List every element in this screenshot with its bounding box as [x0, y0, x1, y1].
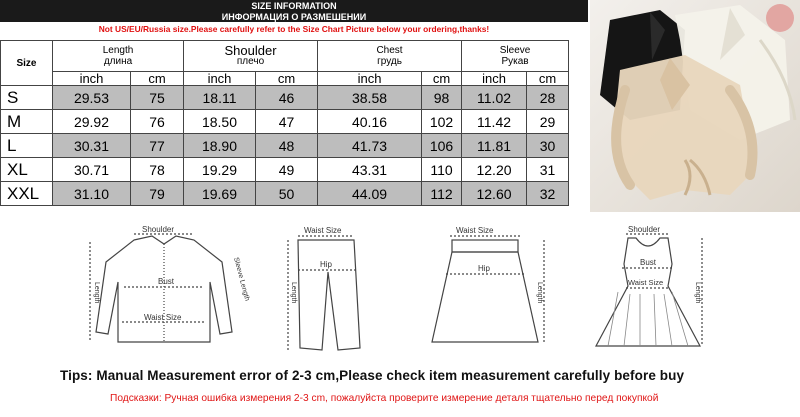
size-column-header: Size [1, 41, 53, 86]
shoulder-header-en: Shoulder [224, 43, 277, 58]
table-row [1, 86, 569, 110]
size-label: XL [1, 158, 53, 182]
unit-row [1, 72, 569, 86]
measurement-cell: 30.31 [53, 134, 131, 158]
chest-header-ru: грудь [377, 56, 402, 67]
measurement-cell: 47 [256, 110, 318, 134]
shirt-shoulder-label: Shoulder [142, 225, 175, 234]
measurement-cell: 112 [422, 182, 462, 206]
shirt-length-label: Length [93, 282, 100, 304]
measurement-cell: 76 [131, 110, 184, 134]
measurement-cell: 50 [256, 182, 318, 206]
unit-cell: inch [53, 72, 131, 86]
tips-english: Tips: Manual Measurement error of 2-3 cm,Please check item measurement carefully before buy [60, 368, 685, 383]
measurement-cell: 19.29 [184, 158, 256, 182]
measurement-cell: 18.90 [184, 134, 256, 158]
size-info-header [0, 0, 588, 22]
measurement-cell: 110 [422, 158, 462, 182]
measurement-cell: 38.58 [318, 86, 422, 110]
unit-cell: cm [131, 72, 184, 86]
skirt-length-label: Length [536, 282, 543, 304]
measurement-cell: 30 [527, 134, 569, 158]
dress-diagram [588, 222, 708, 367]
skirt-diagram [420, 222, 550, 367]
table-row [1, 182, 569, 206]
unit-cell: inch [184, 72, 256, 86]
pants-hip-label: Hip [320, 260, 333, 269]
skirt-waist-label: Waist Size [456, 226, 494, 235]
skirt-hip-label: Hip [478, 264, 491, 273]
size-note: Not US/EU/Russia size.Please carefully refer to the Size Chart Picture below your ordering,thanks! [0, 22, 588, 36]
sleeve-header-en: Sleeve [499, 45, 531, 56]
size-label: L [1, 134, 53, 158]
measurement-cell: 11.42 [462, 110, 527, 134]
chest-header-en: Chest [376, 45, 403, 56]
table-row [1, 134, 569, 158]
measurement-diagrams [0, 222, 800, 362]
unit-cell: cm [527, 72, 569, 86]
measurement-cell: 12.60 [462, 182, 527, 206]
measurement-cell: 11.02 [462, 86, 527, 110]
size-label: M [1, 110, 53, 134]
size-label: XXL [1, 182, 53, 206]
shoulder-header-ru: плечо [236, 56, 265, 67]
measurement-cell: 31 [527, 158, 569, 182]
measurement-cell: 106 [422, 134, 462, 158]
measurement-cell: 32 [527, 182, 569, 206]
measurement-cell: 11.81 [462, 134, 527, 158]
measurement-cell: 79 [131, 182, 184, 206]
size-info-title-ru: ИНФОРМАЦИЯ О РАЗМЕШЕНИИ [221, 12, 367, 22]
hair-tie [766, 4, 794, 32]
measurement-cell: 49 [256, 158, 318, 182]
dress-waist-label: Waist Size [628, 278, 664, 287]
pants-length-label: Length [290, 282, 297, 304]
measurement-cell: 77 [131, 134, 184, 158]
shoulder-column-header [184, 41, 318, 72]
product-photo [590, 0, 800, 212]
measurement-cell: 31.10 [53, 182, 131, 206]
size-table [0, 40, 569, 206]
measurement-cell: 19.69 [184, 182, 256, 206]
pants-diagram [276, 222, 376, 367]
pants-waist-label: Waist Size [304, 226, 342, 235]
length-header-ru: длина [103, 56, 133, 67]
measurement-cell: 18.11 [184, 86, 256, 110]
shirt-bust-label: Bust [158, 277, 175, 286]
chest-column-header [318, 41, 462, 72]
table-row [1, 158, 569, 182]
shirt-sleeve-label: Sleeve Length [232, 256, 251, 302]
measurement-cell: 98 [422, 86, 462, 110]
sleeve-column-header [462, 41, 569, 72]
size-label: S [1, 86, 53, 110]
size-chart [0, 0, 588, 212]
measurement-cell: 28 [527, 86, 569, 110]
measurement-cell: 40.16 [318, 110, 422, 134]
measurement-cell: 29 [527, 110, 569, 134]
measurement-cell: 29.53 [53, 86, 131, 110]
unit-cell: inch [318, 72, 422, 86]
shirt-diagram [82, 222, 254, 367]
sleeve-header-ru: Рукав [501, 56, 529, 67]
unit-cell: cm [256, 72, 318, 86]
unit-cell: cm [422, 72, 462, 86]
measurement-cell: 48 [256, 134, 318, 158]
dress-shoulder-label: Shoulder [628, 225, 661, 234]
length-column-header [53, 41, 184, 72]
measurement-cell: 43.31 [318, 158, 422, 182]
measurement-cell: 78 [131, 158, 184, 182]
size-info-title-en: SIZE INFORMATION [251, 1, 337, 11]
shirt-waist-label: Waist Size [144, 313, 182, 322]
measurement-cell: 41.73 [318, 134, 422, 158]
measurement-cell: 12.20 [462, 158, 527, 182]
tips-russian: Подсказки: Ручная ошибка измерения 2-3 cm, пожалуйста проверите измерение деталя тщательно перед покупкой [110, 393, 659, 404]
measurement-cell: 102 [422, 110, 462, 134]
measurement-cell: 46 [256, 86, 318, 110]
measurement-cell: 29.92 [53, 110, 131, 134]
dress-bust-label: Bust [640, 258, 657, 267]
measurement-cell: 44.09 [318, 182, 422, 206]
unit-cell: inch [462, 72, 527, 86]
measurement-cell: 30.71 [53, 158, 131, 182]
measurement-cell: 18.50 [184, 110, 256, 134]
table-row [1, 110, 569, 134]
measurement-cell: 75 [131, 86, 184, 110]
length-header-en: Length [102, 45, 134, 56]
dress-length-label: Length [694, 282, 701, 304]
